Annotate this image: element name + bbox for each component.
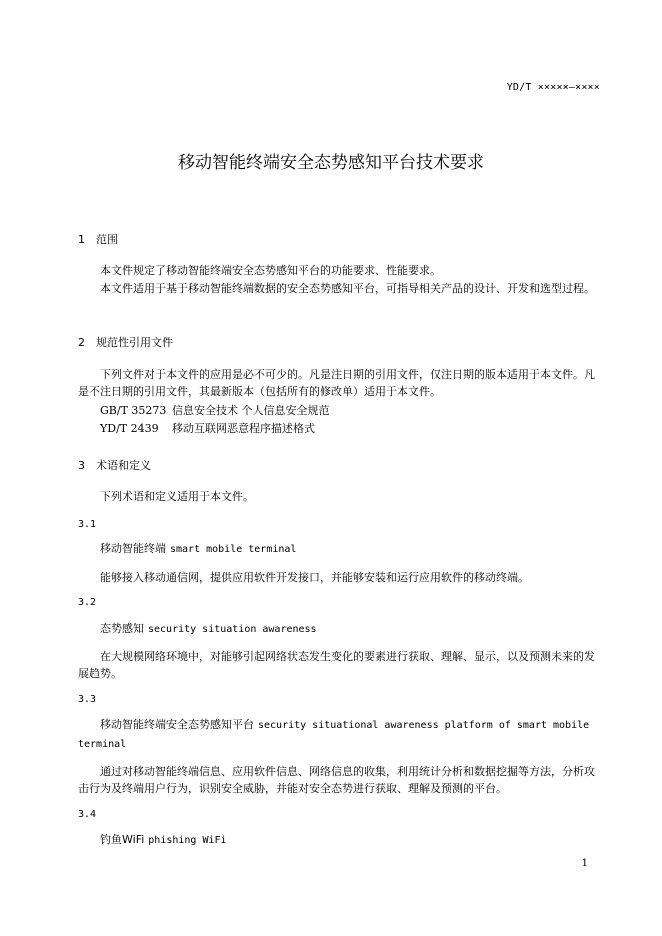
reference-item bbox=[100, 420, 315, 437]
section-number: 2 bbox=[78, 336, 85, 349]
term-en: security situational awareness platform of smart mobile terminal bbox=[78, 720, 590, 750]
paragraph: 下列术语和定义适用于本文件。 bbox=[100, 490, 254, 503]
term-name bbox=[78, 716, 600, 754]
term-definition: 能够接入移动通信网，提供应用软件开发接口，并能够安装和运行应用软件的移动终端。 bbox=[100, 571, 529, 584]
term-name bbox=[78, 831, 600, 850]
section-title: 术语和定义 bbox=[96, 459, 151, 472]
section-number: 1 bbox=[78, 233, 85, 246]
section-2-heading bbox=[78, 334, 173, 350]
paragraph: 下列文件对于本文件的应用是必不可少的。凡是注日期的引用文件，仅注日期的版本适用于本文件。凡是不注日期的引用文件，其最新版本（包括所有的修改单）适用于本文件。 bbox=[78, 368, 595, 398]
section-title: 范围 bbox=[96, 233, 118, 246]
paragraph: 本文件规定了移动智能终端安全态势感知平台的功能要求、性能要求。 bbox=[100, 264, 441, 277]
term-zh: 移动智能终端 bbox=[100, 542, 166, 555]
section-1-heading bbox=[78, 231, 118, 247]
document-code: YD/T ×××××—×××× bbox=[506, 82, 600, 93]
term-number: 3.4 bbox=[78, 809, 97, 820]
term-en: phishing WiFi bbox=[148, 835, 227, 846]
term-number: 3.1 bbox=[78, 519, 97, 530]
page-number: 1 bbox=[581, 858, 588, 869]
term-en: security situation awareness bbox=[148, 624, 317, 635]
term-number: 3.3 bbox=[78, 694, 97, 705]
term-definition: 通过对移动智能终端信息、应用软件信息、网络信息的收集，利用统计分析和数据挖掘等方法，分析攻击行为及终端用户行为，识别安全威胁，并能对安全态势进行获取、理解及预测的平台。 bbox=[78, 765, 595, 795]
reference-code: YD/T 2439 bbox=[100, 422, 159, 435]
paragraph: 本文件适用于基于移动智能终端数据的安全态势感知平台，可指导相关产品的设计、开发和选型过程。 bbox=[100, 282, 595, 295]
term-number: 3.2 bbox=[78, 597, 97, 608]
reference-title: 移动互联网恶意程序描述格式 bbox=[172, 422, 315, 435]
term-zh: 态势感知 bbox=[100, 622, 144, 635]
term-zh: 移动智能终端安全态势感知平台 bbox=[100, 718, 254, 731]
section-title: 规范性引用文件 bbox=[96, 336, 173, 349]
section-number: 3 bbox=[78, 459, 85, 472]
reference-code: GB/T 35273 bbox=[100, 404, 167, 417]
reference-item bbox=[100, 402, 330, 419]
term-name bbox=[78, 540, 600, 559]
section-3-heading bbox=[78, 457, 151, 473]
document-title: 移动智能终端安全态势感知平台技术要求 bbox=[178, 153, 484, 173]
term-zh: 钓鱼WiFi bbox=[100, 833, 145, 846]
term-definition: 在大规模网络环境中，对能够引起网络状态发生变化的要素进行获取、理解、显示，以及预测未来的发展趋势。 bbox=[78, 650, 595, 680]
term-name bbox=[78, 620, 600, 639]
reference-title: 信息安全技术 个人信息安全规范 bbox=[172, 404, 330, 417]
term-en: smart mobile terminal bbox=[170, 544, 297, 555]
